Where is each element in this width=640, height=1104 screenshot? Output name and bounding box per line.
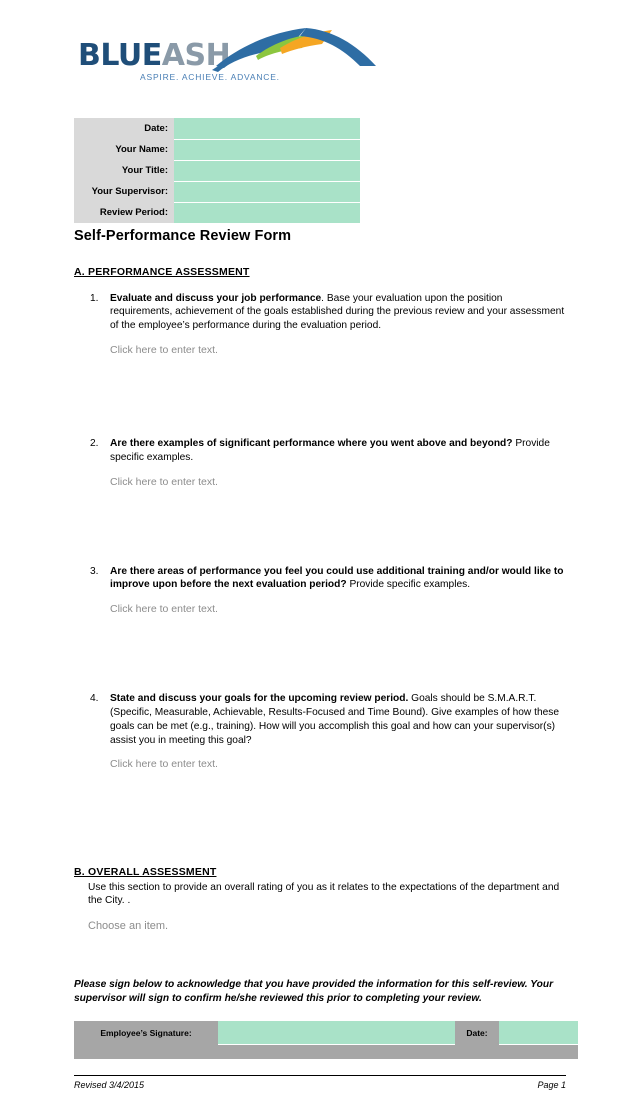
answer-space-1	[110, 357, 566, 423]
answer-space-2	[110, 489, 566, 551]
section-heading-overall-assessment: B. OVERALL ASSESSMENT	[74, 865, 217, 878]
page-footer	[74, 1075, 566, 1104]
logo-wordmark	[78, 38, 230, 73]
page-title: Self-Performance Review Form	[74, 227, 292, 244]
answer-field-3[interactable]: Click here to enter text.	[110, 603, 218, 616]
answer-field-1[interactable]: Click here to enter text.	[110, 343, 218, 356]
question-3-rest: Provide specific examples.	[346, 579, 471, 591]
signature-instruction: Please sign below to acknowledge that you have provided the information for this self-review. Your supervisor will sign to confirm he/she reviewed this prior to completing your review.	[74, 979, 554, 1005]
field-label-date: Date:	[74, 118, 174, 139]
field-input-your-title[interactable]	[174, 160, 360, 181]
answer-space-4	[110, 772, 566, 842]
logo-block	[74, 0, 566, 104]
signature-date-input[interactable]	[499, 1021, 578, 1045]
question-1	[74, 292, 566, 423]
field-input-your-supervisor[interactable]	[174, 181, 360, 202]
signature-spacer-cell	[218, 1045, 455, 1060]
field-label-your-title: Your Title:	[74, 160, 174, 181]
question-number: 3.	[90, 565, 99, 577]
question-3-bold: Are there areas of performance you feel you could use additional training and/or would like to improve upon before the next evaluation period?	[110, 565, 564, 591]
answer-field-4[interactable]: Click here to enter text.	[110, 758, 218, 771]
question-4	[74, 692, 566, 841]
overall-rating-dropdown[interactable]: Choose an item.	[88, 920, 169, 933]
table-row	[74, 160, 360, 181]
table-row	[74, 1045, 578, 1060]
section-heading-performance-assessment: A. PERFORMANCE ASSESSMENT	[74, 265, 250, 278]
logo-word-secondary: ASH	[161, 38, 231, 73]
table-row	[74, 1021, 578, 1045]
signature-date-label: Date:	[455, 1021, 499, 1045]
signature-table	[74, 1021, 578, 1060]
blue-ash-logo	[78, 26, 378, 86]
question-4-bold: State and discuss your goals for the upcoming review period.	[110, 693, 409, 705]
field-label-your-name: Your Name:	[74, 139, 174, 160]
employee-signature-label: Employee’s Signature:	[74, 1021, 218, 1045]
question-2-rest: Provide specific examples.	[110, 437, 550, 463]
question-number: 2.	[90, 437, 99, 449]
answer-space-3	[110, 616, 566, 678]
field-input-date[interactable]	[174, 118, 360, 139]
footer-page-number: Page 1	[537, 1080, 566, 1091]
question-4-rest: Goals should be S.M.A.R.T. (Specific, Measurable, Achievable, Results-Focused and Time Bound). Give examples of how these goals can be met (e.g., training). How will you accomplish this goal and how can your supervisor(s) assist you in meeting this goal?	[110, 693, 560, 746]
answer-field-2[interactable]: Click here to enter text.	[110, 475, 218, 488]
swoosh-icon	[210, 26, 378, 72]
field-input-review-period[interactable]	[174, 202, 360, 223]
signature-spacer-cell	[499, 1045, 578, 1060]
signature-spacer-cell	[74, 1045, 218, 1060]
logo-tagline: ASPIRE. ACHIEVE. ADVANCE.	[140, 72, 280, 82]
overall-assessment-text: Use this section to provide an overall rating of you as it relates to the expectations of the department and the City. .	[88, 881, 560, 907]
question-2-bold: Are there examples of significant performance where you went above and beyond?	[110, 437, 513, 449]
table-row	[74, 139, 360, 160]
employee-signature-input[interactable]	[218, 1021, 455, 1045]
field-label-your-supervisor: Your Supervisor:	[74, 181, 174, 202]
table-row	[74, 118, 360, 139]
question-number: 4.	[90, 693, 99, 705]
table-row	[74, 202, 360, 223]
question-1-bold: Evaluate and discuss your job performance	[110, 292, 322, 304]
question-1-rest: . Base your evaluation upon the position requirements, achievement of the goals established during the previous review and your assessment of the employee’s performance during the evaluation period.	[110, 292, 565, 332]
field-input-your-name[interactable]	[174, 139, 360, 160]
question-2	[74, 437, 566, 551]
section-overall-assessment	[74, 866, 566, 933]
question-number: 1.	[90, 292, 99, 304]
footer-revised: Revised 3/4/2015	[74, 1080, 145, 1091]
logo-word-primary: BLUE	[78, 38, 162, 73]
question-3	[74, 565, 566, 679]
field-label-review-period: Review Period:	[74, 202, 174, 223]
header-info-table	[74, 118, 360, 224]
signature-spacer-cell	[455, 1045, 499, 1060]
table-row	[74, 181, 360, 202]
